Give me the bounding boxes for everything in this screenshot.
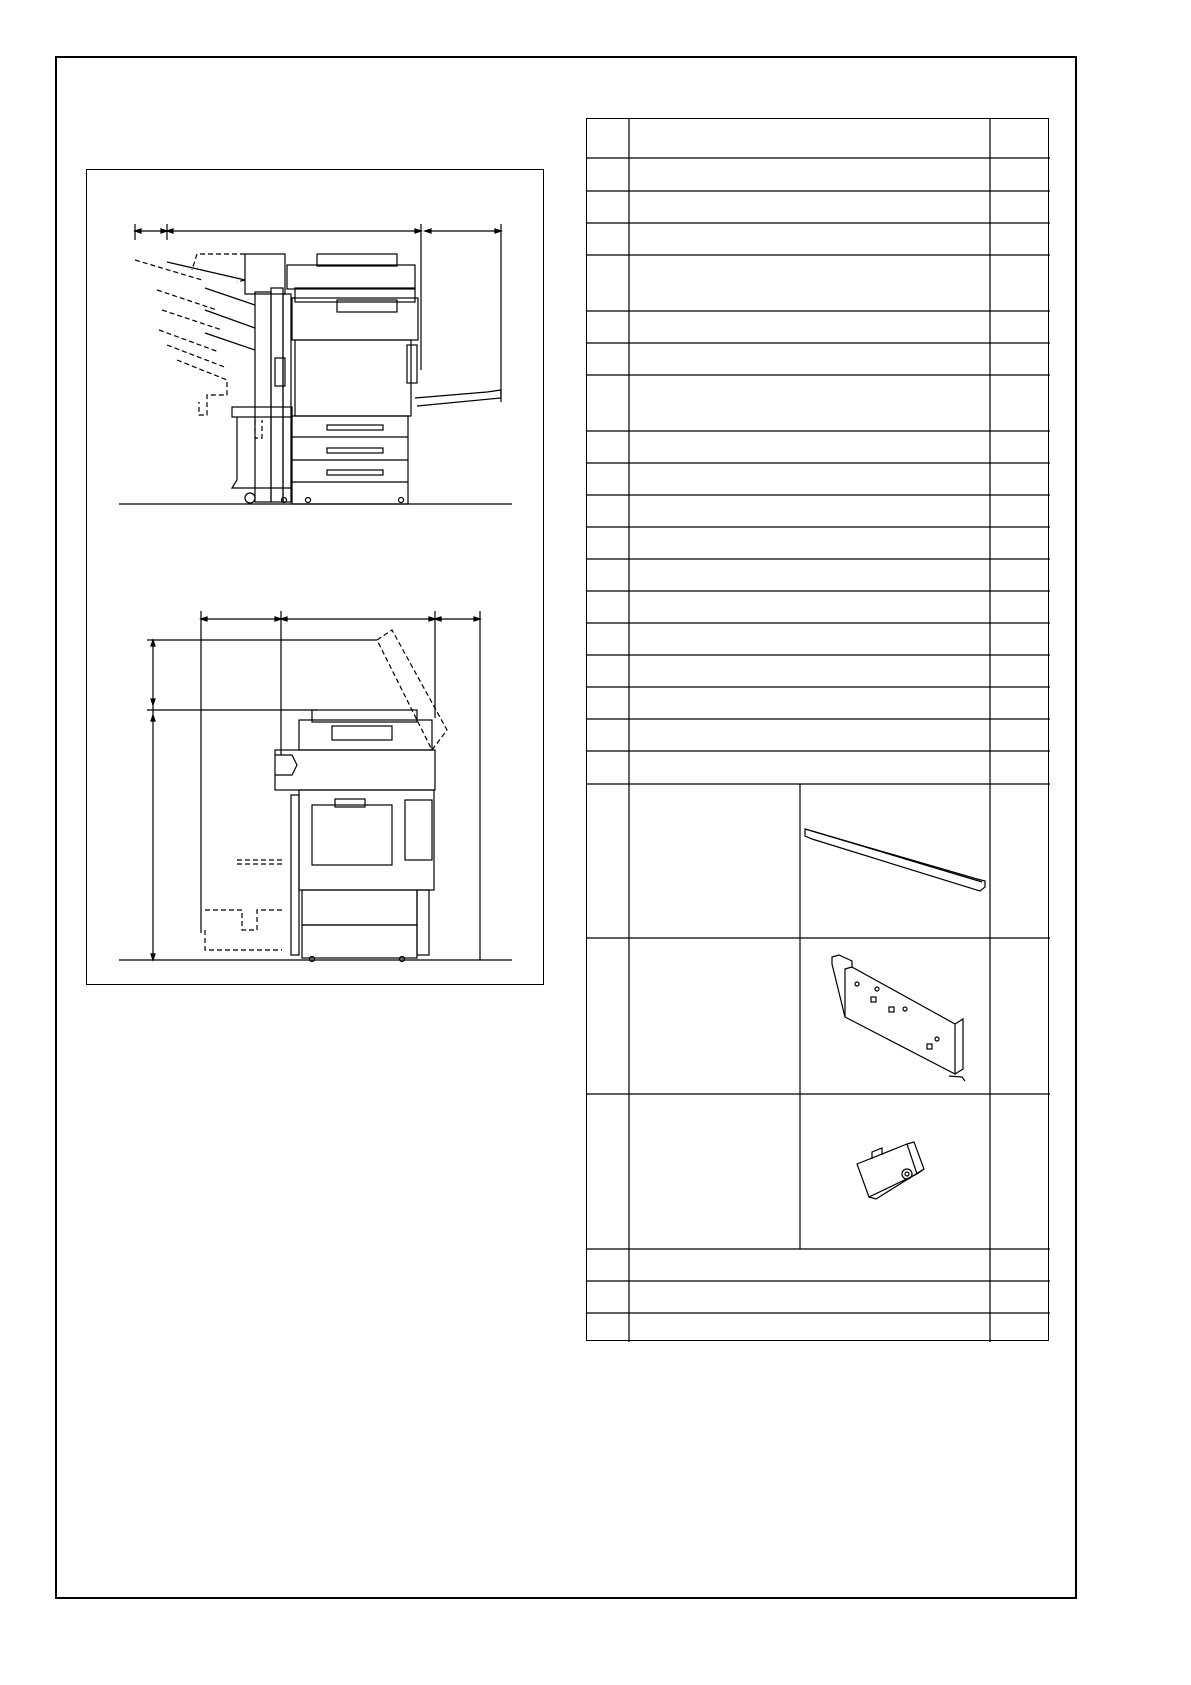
parts-table-grid bbox=[587, 119, 1050, 1342]
installation-figure-box bbox=[86, 169, 544, 985]
side-view-figure bbox=[119, 611, 512, 962]
parts-checklist-table bbox=[586, 118, 1049, 1341]
mounting-bracket-icon bbox=[832, 955, 965, 1081]
lock-plate-icon bbox=[857, 1142, 924, 1199]
rail-bar-icon bbox=[805, 829, 985, 891]
installation-diagrams bbox=[87, 170, 545, 986]
front-view-figure bbox=[119, 224, 512, 504]
